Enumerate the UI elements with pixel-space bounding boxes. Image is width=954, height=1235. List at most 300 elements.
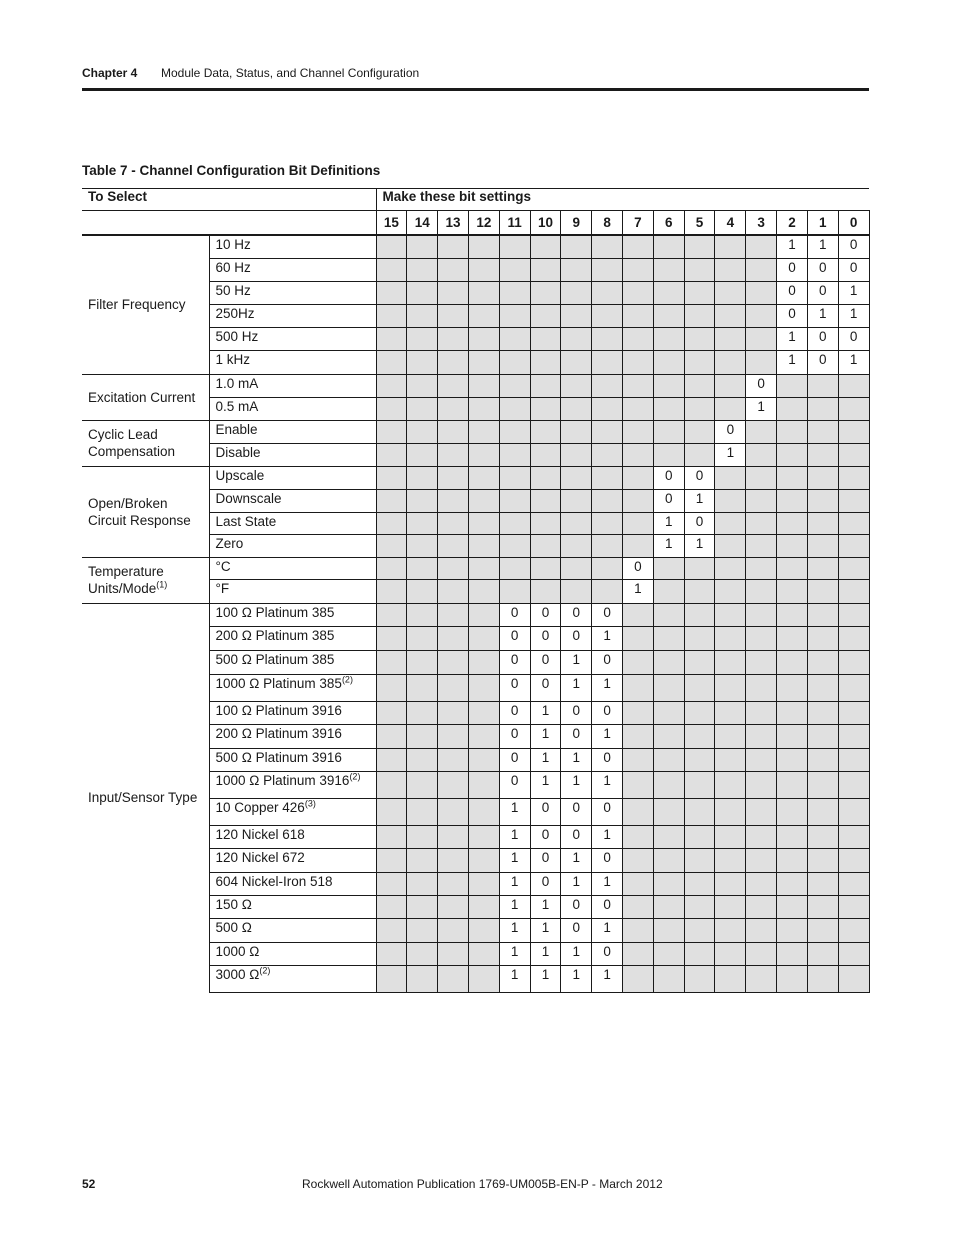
group-label xyxy=(82,557,209,603)
bit-empty-cell xyxy=(684,942,715,965)
bit-empty-cell xyxy=(468,603,499,626)
option-label: Downscale xyxy=(215,490,282,506)
bit-empty-cell xyxy=(838,557,869,579)
bit-empty-cell xyxy=(807,626,838,650)
bit-empty-cell xyxy=(561,443,592,466)
bit-empty-cell xyxy=(438,466,469,489)
option-cell xyxy=(209,579,376,603)
bit-empty-cell xyxy=(468,579,499,603)
group-label-text: Cyclic Lead Compensation xyxy=(88,427,176,459)
bit-empty-cell xyxy=(684,965,715,992)
bit-value-cell: 0 xyxy=(807,281,838,304)
bit-empty-cell xyxy=(592,397,623,420)
bit-number-header: 12 xyxy=(468,211,499,236)
bit-empty-cell xyxy=(777,557,808,579)
bit-empty-cell xyxy=(746,848,777,872)
bit-empty-cell xyxy=(807,798,838,825)
bit-value-cell: 1 xyxy=(838,281,869,304)
bit-value-cell: 0 xyxy=(561,918,592,942)
bit-empty-cell xyxy=(653,235,684,258)
bit-value-cell: 0 xyxy=(530,798,561,825)
bit-value-cell: 0 xyxy=(715,420,746,443)
bit-empty-cell xyxy=(838,848,869,872)
bit-empty-cell xyxy=(499,327,530,350)
bit-empty-cell xyxy=(376,397,407,420)
bit-empty-cell xyxy=(376,534,407,557)
bit-empty-cell xyxy=(407,965,438,992)
bit-empty-cell xyxy=(376,918,407,942)
bit-empty-cell xyxy=(623,603,654,626)
bit-empty-cell xyxy=(407,350,438,374)
bit-value-cell: 1 xyxy=(715,443,746,466)
bit-empty-cell xyxy=(468,895,499,918)
bit-empty-cell xyxy=(407,674,438,701)
bit-empty-cell xyxy=(623,825,654,848)
bit-number-header: 14 xyxy=(407,211,438,236)
bit-value-cell: 0 xyxy=(530,825,561,848)
bit-number-header: 13 xyxy=(438,211,469,236)
bit-empty-cell xyxy=(407,489,438,512)
option-cell xyxy=(209,397,376,420)
bit-empty-cell xyxy=(807,872,838,895)
bit-empty-cell xyxy=(499,304,530,327)
bit-empty-cell xyxy=(438,374,469,397)
bit-empty-cell xyxy=(838,895,869,918)
bit-value-cell: 1 xyxy=(623,579,654,603)
option-cell xyxy=(209,235,376,258)
option-cell xyxy=(209,674,376,701)
bit-empty-cell xyxy=(807,512,838,534)
bit-empty-cell xyxy=(407,534,438,557)
bit-empty-cell xyxy=(623,674,654,701)
bit-empty-cell xyxy=(838,674,869,701)
option-cell xyxy=(209,466,376,489)
bit-empty-cell xyxy=(438,534,469,557)
bit-empty-cell xyxy=(499,397,530,420)
bit-empty-cell xyxy=(468,918,499,942)
footnote-ref: (2) xyxy=(349,771,361,781)
bit-empty-cell xyxy=(468,674,499,701)
bit-empty-cell xyxy=(468,235,499,258)
table-row xyxy=(82,420,869,443)
bit-value-cell: 1 xyxy=(592,872,623,895)
bit-empty-cell xyxy=(838,534,869,557)
footnote-ref: (2) xyxy=(259,965,271,975)
bit-empty-cell xyxy=(407,825,438,848)
bit-empty-cell xyxy=(468,650,499,674)
bit-empty-cell xyxy=(684,748,715,771)
bit-empty-cell xyxy=(376,489,407,512)
table-caption: Table 7 - Channel Configuration Bit Definitions xyxy=(82,163,381,178)
bit-empty-cell xyxy=(592,374,623,397)
bit-empty-cell xyxy=(746,771,777,798)
bit-empty-cell xyxy=(684,603,715,626)
bit-empty-cell xyxy=(530,281,561,304)
bit-empty-cell xyxy=(561,327,592,350)
bit-empty-cell xyxy=(684,918,715,942)
bit-empty-cell xyxy=(838,724,869,748)
bit-empty-cell xyxy=(715,534,746,557)
bit-empty-cell xyxy=(438,327,469,350)
bit-empty-cell xyxy=(684,579,715,603)
bit-empty-cell xyxy=(499,258,530,281)
option-cell xyxy=(209,512,376,534)
group-label-text: Input/Sensor Type xyxy=(88,790,198,806)
bit-empty-cell xyxy=(376,771,407,798)
bit-value-cell: 1 xyxy=(499,965,530,992)
option-cell xyxy=(209,701,376,724)
bit-empty-cell xyxy=(623,258,654,281)
bit-empty-cell xyxy=(468,748,499,771)
bit-empty-cell xyxy=(499,557,530,579)
bit-empty-cell xyxy=(530,304,561,327)
bit-empty-cell xyxy=(653,258,684,281)
bit-empty-cell xyxy=(777,918,808,942)
bit-number-header: 15 xyxy=(376,211,407,236)
bit-empty-cell xyxy=(684,258,715,281)
bit-empty-cell xyxy=(746,724,777,748)
bit-empty-cell xyxy=(777,603,808,626)
bit-empty-cell xyxy=(838,603,869,626)
bit-empty-cell xyxy=(468,848,499,872)
bit-empty-cell xyxy=(376,626,407,650)
bit-empty-cell xyxy=(684,304,715,327)
table-row xyxy=(82,466,869,489)
bit-value-cell: 1 xyxy=(653,534,684,557)
bit-empty-cell xyxy=(838,579,869,603)
bit-empty-cell xyxy=(438,895,469,918)
bit-empty-cell xyxy=(746,304,777,327)
bit-empty-cell xyxy=(653,701,684,724)
bit-empty-cell xyxy=(623,942,654,965)
bit-empty-cell xyxy=(777,798,808,825)
option-label: Zero xyxy=(215,535,244,551)
bit-empty-cell xyxy=(376,724,407,748)
bit-empty-cell xyxy=(715,281,746,304)
option-cell xyxy=(209,281,376,304)
bit-empty-cell xyxy=(715,771,746,798)
bit-value-cell: 0 xyxy=(623,557,654,579)
bit-number-header: 2 xyxy=(777,211,808,236)
bit-empty-cell xyxy=(838,771,869,798)
bit-empty-cell xyxy=(807,918,838,942)
bit-empty-cell xyxy=(407,397,438,420)
bit-empty-cell xyxy=(376,674,407,701)
bit-empty-cell xyxy=(438,798,469,825)
bit-empty-cell xyxy=(807,579,838,603)
footnote-ref: (3) xyxy=(304,798,316,808)
bit-number-header: 3 xyxy=(746,211,777,236)
option-cell xyxy=(209,918,376,942)
option-label: 500 Ω xyxy=(215,919,252,935)
bit-empty-cell xyxy=(561,420,592,443)
option-label: 1.0 mA xyxy=(215,375,259,391)
chapter-title: Module Data, Status, and Channel Configuration xyxy=(161,66,420,80)
bit-empty-cell xyxy=(376,701,407,724)
bit-value-cell: 1 xyxy=(561,771,592,798)
bit-empty-cell xyxy=(746,466,777,489)
bit-empty-cell xyxy=(684,327,715,350)
bit-empty-cell xyxy=(777,466,808,489)
bit-empty-cell xyxy=(777,374,808,397)
bit-empty-cell xyxy=(438,420,469,443)
bit-empty-cell xyxy=(653,724,684,748)
bit-number-header: 0 xyxy=(838,211,869,236)
bit-value-cell: 1 xyxy=(530,918,561,942)
bit-empty-cell xyxy=(623,848,654,872)
bit-value-cell: 0 xyxy=(530,848,561,872)
bit-empty-cell xyxy=(468,489,499,512)
bit-value-cell: 0 xyxy=(530,626,561,650)
bit-empty-cell xyxy=(623,771,654,798)
bit-empty-cell xyxy=(623,420,654,443)
option-label: 50 Hz xyxy=(215,282,251,298)
bit-value-cell: 1 xyxy=(530,771,561,798)
bit-empty-cell xyxy=(468,942,499,965)
bit-empty-cell xyxy=(376,942,407,965)
bit-number-header: 9 xyxy=(561,211,592,236)
bit-empty-cell xyxy=(715,918,746,942)
bit-empty-cell xyxy=(468,397,499,420)
option-label: 500 Ω Platinum 3916 xyxy=(215,749,342,765)
option-cell xyxy=(209,534,376,557)
bit-empty-cell xyxy=(838,397,869,420)
bit-value-cell: 1 xyxy=(592,674,623,701)
bit-empty-cell xyxy=(653,771,684,798)
bit-empty-cell xyxy=(407,872,438,895)
bit-empty-cell xyxy=(438,918,469,942)
bit-value-cell: 1 xyxy=(592,626,623,650)
bit-empty-cell xyxy=(499,489,530,512)
bit-empty-cell xyxy=(746,443,777,466)
bit-value-cell: 0 xyxy=(561,701,592,724)
bit-empty-cell xyxy=(407,579,438,603)
bit-empty-cell xyxy=(777,397,808,420)
bit-empty-cell xyxy=(407,848,438,872)
bit-empty-cell xyxy=(684,650,715,674)
bit-empty-cell xyxy=(499,466,530,489)
option-label: 10 Copper 426 xyxy=(215,799,305,815)
bit-empty-cell xyxy=(684,626,715,650)
bit-empty-cell xyxy=(653,650,684,674)
header-to-select: To Select xyxy=(82,189,376,211)
bit-empty-cell xyxy=(746,674,777,701)
bit-empty-cell xyxy=(777,579,808,603)
bit-value-cell: 1 xyxy=(777,235,808,258)
bit-empty-cell xyxy=(715,258,746,281)
bit-empty-cell xyxy=(438,489,469,512)
bit-value-cell: 1 xyxy=(499,918,530,942)
bit-empty-cell xyxy=(807,489,838,512)
bit-empty-cell xyxy=(592,327,623,350)
bit-empty-cell xyxy=(746,557,777,579)
option-label: 60 Hz xyxy=(215,259,251,275)
bit-number-header: 11 xyxy=(499,211,530,236)
bit-empty-cell xyxy=(684,771,715,798)
bit-number-header: 10 xyxy=(530,211,561,236)
bit-empty-cell xyxy=(746,825,777,848)
bit-empty-cell xyxy=(715,579,746,603)
bit-value-cell: 1 xyxy=(653,512,684,534)
bit-empty-cell xyxy=(838,626,869,650)
bit-empty-cell xyxy=(407,327,438,350)
bit-empty-cell xyxy=(499,443,530,466)
bit-empty-cell xyxy=(653,443,684,466)
bit-empty-cell xyxy=(376,650,407,674)
bit-empty-cell xyxy=(684,825,715,848)
bit-value-cell: 0 xyxy=(530,650,561,674)
bit-empty-cell xyxy=(715,650,746,674)
bit-empty-cell xyxy=(623,918,654,942)
bit-empty-cell xyxy=(715,848,746,872)
bit-empty-cell xyxy=(684,872,715,895)
option-label: °F xyxy=(215,580,230,596)
bit-empty-cell xyxy=(623,466,654,489)
bit-empty-cell xyxy=(438,258,469,281)
bit-value-cell: 0 xyxy=(499,748,530,771)
bit-empty-cell xyxy=(438,748,469,771)
bit-empty-cell xyxy=(468,626,499,650)
bit-empty-cell xyxy=(777,724,808,748)
option-label: 500 Hz xyxy=(215,328,259,344)
bit-empty-cell xyxy=(777,965,808,992)
header-rule xyxy=(82,88,869,91)
bit-empty-cell xyxy=(530,258,561,281)
bit-value-cell: 1 xyxy=(499,942,530,965)
bit-empty-cell xyxy=(807,942,838,965)
bit-value-cell: 1 xyxy=(530,748,561,771)
bit-empty-cell xyxy=(592,579,623,603)
bit-empty-cell xyxy=(499,534,530,557)
bit-empty-cell xyxy=(499,281,530,304)
bit-empty-cell xyxy=(807,771,838,798)
bit-value-cell: 0 xyxy=(838,258,869,281)
table-header-row xyxy=(82,189,869,211)
bit-value-cell: 0 xyxy=(530,872,561,895)
bit-empty-cell xyxy=(777,895,808,918)
option-label: Upscale xyxy=(215,467,265,483)
bit-value-cell: 1 xyxy=(561,674,592,701)
option-label: 200 Ω Platinum 385 xyxy=(215,627,335,643)
bit-empty-cell xyxy=(407,466,438,489)
option-label: °C xyxy=(215,558,231,574)
option-cell xyxy=(209,557,376,579)
bit-value-cell: 1 xyxy=(684,534,715,557)
bit-value-cell: 0 xyxy=(499,701,530,724)
bit-empty-cell xyxy=(438,942,469,965)
bit-empty-cell xyxy=(653,603,684,626)
bit-empty-cell xyxy=(777,825,808,848)
bit-value-cell: 1 xyxy=(530,724,561,748)
bit-empty-cell xyxy=(715,942,746,965)
option-label: 1000 Ω Platinum 3916 xyxy=(215,772,350,788)
bit-empty-cell xyxy=(407,443,438,466)
bit-value-cell: 1 xyxy=(499,798,530,825)
bit-value-cell: 0 xyxy=(592,942,623,965)
bit-empty-cell xyxy=(623,965,654,992)
bit-value-cell: 0 xyxy=(592,650,623,674)
bit-empty-cell xyxy=(807,466,838,489)
bit-empty-cell xyxy=(746,534,777,557)
bit-empty-cell xyxy=(623,281,654,304)
bit-empty-cell xyxy=(376,281,407,304)
bit-number-header: 5 xyxy=(684,211,715,236)
option-label: 10 Hz xyxy=(215,237,251,252)
bit-empty-cell xyxy=(407,235,438,258)
bit-empty-cell xyxy=(407,650,438,674)
bit-empty-cell xyxy=(746,579,777,603)
bit-empty-cell xyxy=(438,701,469,724)
bit-empty-cell xyxy=(561,557,592,579)
bit-empty-cell xyxy=(715,304,746,327)
bit-empty-cell xyxy=(746,350,777,374)
bit-empty-cell xyxy=(807,724,838,748)
bit-empty-cell xyxy=(746,701,777,724)
bit-empty-cell xyxy=(746,965,777,992)
bit-empty-cell xyxy=(468,443,499,466)
bit-empty-cell xyxy=(653,557,684,579)
bit-empty-cell xyxy=(407,374,438,397)
table-row xyxy=(82,603,869,626)
bit-empty-cell xyxy=(438,443,469,466)
bit-empty-cell xyxy=(623,626,654,650)
bit-empty-cell xyxy=(499,374,530,397)
bit-empty-cell xyxy=(807,374,838,397)
bit-value-cell: 1 xyxy=(561,650,592,674)
option-label: 1000 Ω xyxy=(215,943,260,959)
bit-empty-cell xyxy=(407,724,438,748)
bit-empty-cell xyxy=(807,965,838,992)
option-label: 500 Ω Platinum 385 xyxy=(215,651,335,667)
bit-empty-cell xyxy=(561,258,592,281)
bit-empty-cell xyxy=(376,512,407,534)
bit-value-cell: 1 xyxy=(777,350,808,374)
bit-value-cell: 1 xyxy=(592,771,623,798)
bit-value-cell: 0 xyxy=(592,603,623,626)
bit-empty-cell xyxy=(592,350,623,374)
bit-empty-cell xyxy=(777,942,808,965)
bit-value-cell: 0 xyxy=(561,724,592,748)
bit-value-cell: 1 xyxy=(592,724,623,748)
bit-empty-cell xyxy=(746,798,777,825)
option-label: 120 Nickel 672 xyxy=(215,849,305,865)
bit-empty-cell xyxy=(653,825,684,848)
bit-empty-cell xyxy=(561,466,592,489)
bit-empty-cell xyxy=(468,327,499,350)
bit-empty-cell xyxy=(623,895,654,918)
bit-empty-cell xyxy=(653,327,684,350)
bit-empty-cell xyxy=(623,397,654,420)
bit-empty-cell xyxy=(838,443,869,466)
bit-empty-cell xyxy=(438,579,469,603)
bit-empty-cell xyxy=(623,724,654,748)
bit-empty-cell xyxy=(715,965,746,992)
chapter-label: Chapter 4 xyxy=(82,66,138,80)
bit-empty-cell xyxy=(715,872,746,895)
bit-empty-cell xyxy=(623,701,654,724)
group-label xyxy=(82,603,209,992)
bit-empty-cell xyxy=(653,872,684,895)
option-label: 150 Ω xyxy=(215,896,252,912)
bit-empty-cell xyxy=(715,397,746,420)
bit-empty-cell xyxy=(715,557,746,579)
bit-empty-cell xyxy=(653,374,684,397)
bit-value-cell: 0 xyxy=(530,603,561,626)
bit-empty-cell xyxy=(499,579,530,603)
bit-empty-cell xyxy=(777,674,808,701)
bit-empty-cell xyxy=(623,350,654,374)
bit-empty-cell xyxy=(715,825,746,848)
